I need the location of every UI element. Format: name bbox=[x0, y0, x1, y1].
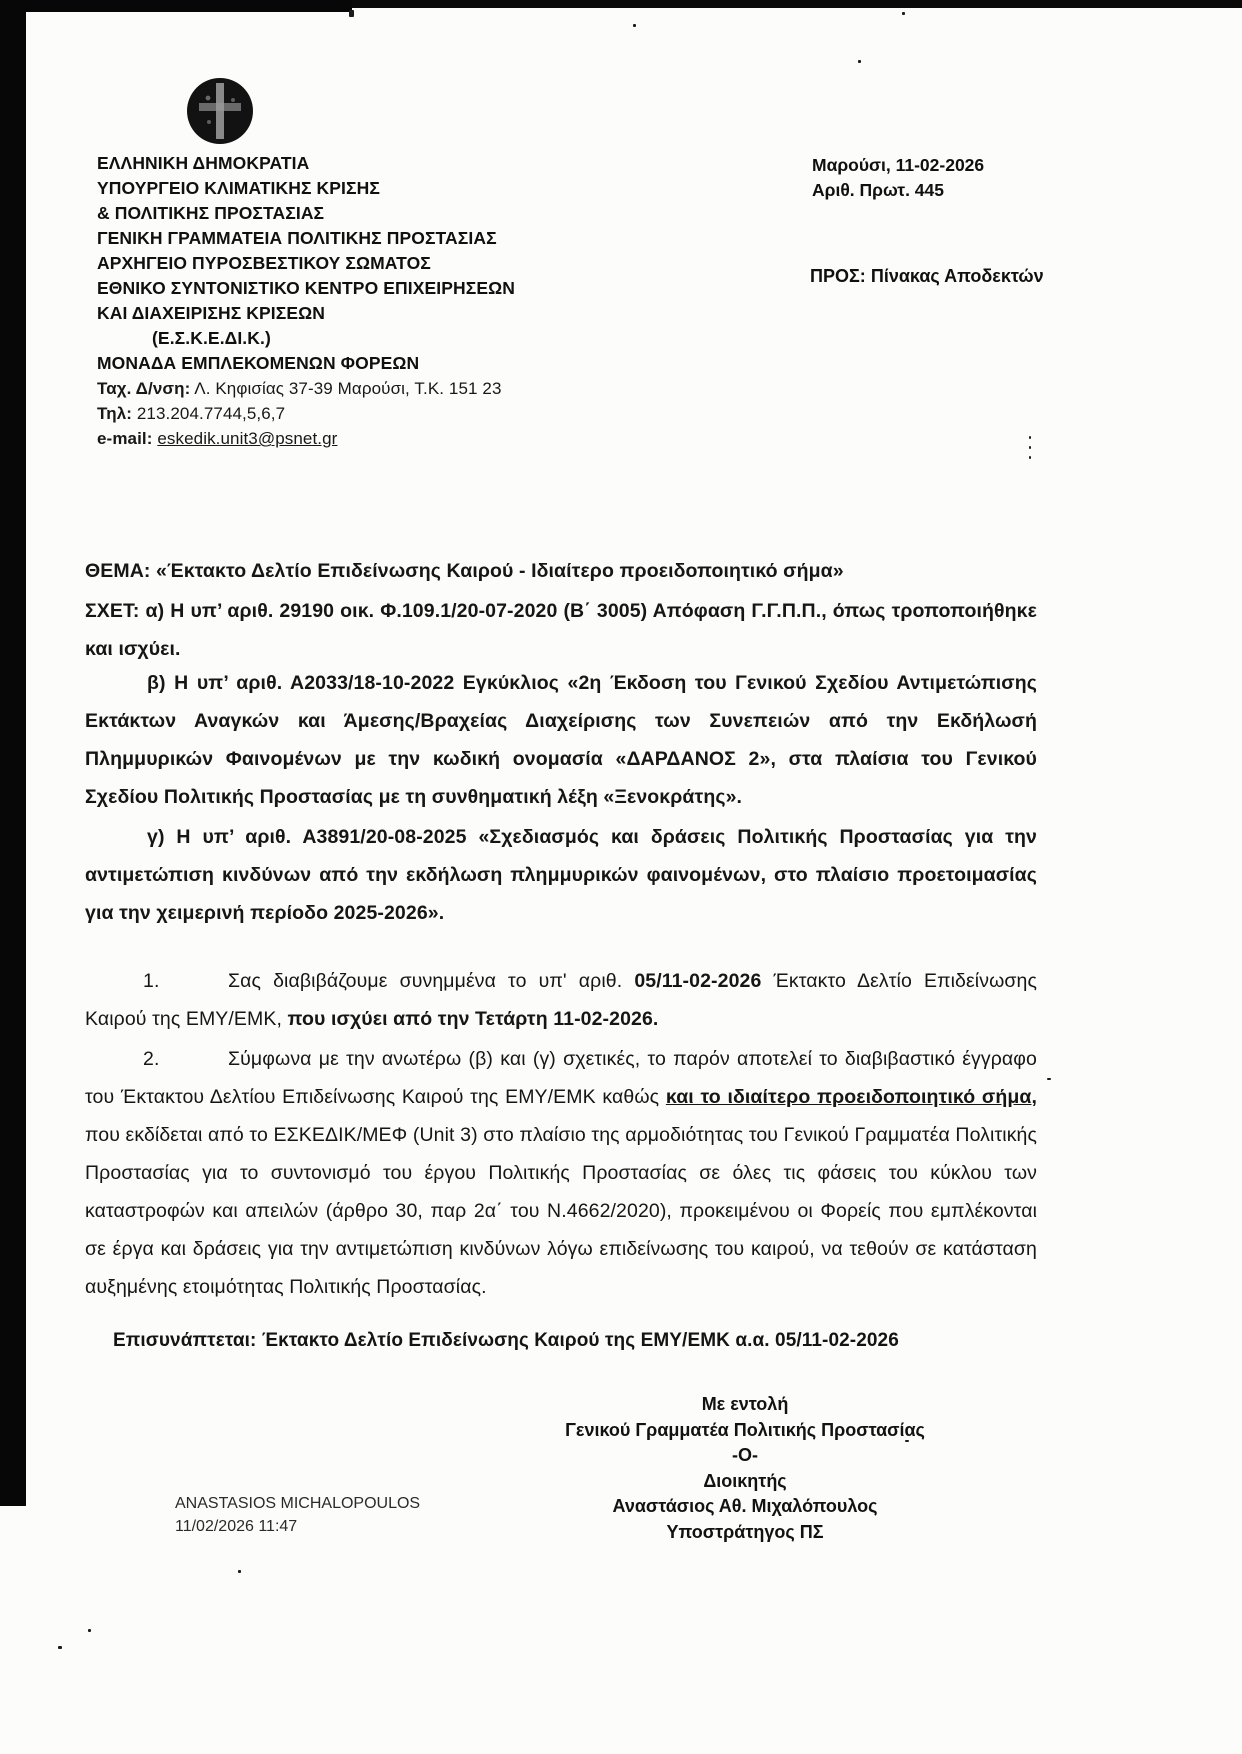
reference-a: ΣΧΕΤ: α) Η υπ’ αριθ. 29190 οικ. Φ.109.1/20-07-2020 (Β΄ 3005) Απόφαση Γ.Γ.Π.Π., όπως τροποποιήθηκε και ισχύει. bbox=[85, 600, 1037, 660]
org-line-ministry-2: & ΠΟΛΙΤΙΚΗΣ ΠΡΟΣΤΑΣΙΑΣ bbox=[97, 203, 325, 223]
address-line bbox=[97, 376, 515, 401]
hellenic-republic-emblem-icon bbox=[186, 76, 254, 146]
sender-block bbox=[97, 151, 515, 451]
signature-the: -Ο- bbox=[732, 1445, 758, 1465]
org-line-eskedik: (Ε.Σ.Κ.Ε.ΔΙ.Κ.) bbox=[152, 328, 271, 348]
signature-rank: Υποστράτηγος ΠΣ bbox=[666, 1521, 824, 1542]
email-value: eskedik.unit3@psnet.gr bbox=[157, 429, 338, 448]
body-paragraph-2-number: 2. bbox=[143, 1048, 160, 1070]
digital-signature-name: ANASTASIOS MICHALOPOULOS bbox=[175, 1495, 421, 1512]
org-line-crisis-management: ΚΑΙ ΔΙΑΧΕΙΡΙΣΗΣ ΚΡΙΣΕΩΝ bbox=[97, 303, 325, 323]
recipient-value: Πίνακας Αποδεκτών bbox=[870, 266, 1044, 286]
digital-signature-datetime: 11/02/2026 11:47 bbox=[175, 1518, 298, 1535]
scan-speck bbox=[58, 1646, 62, 1649]
scan-speck bbox=[349, 10, 354, 17]
org-line-unit: ΜΟΝΑΔΑ ΕΜΠΛΕΚΟΜΕΝΩΝ ΦΟΡΕΩΝ bbox=[97, 353, 420, 373]
address-value: Λ. Κηφισίας 37-39 Μαρούσι, Τ.Κ. 151 23 bbox=[194, 379, 502, 398]
digital-signature-block bbox=[175, 1492, 420, 1538]
phone-line bbox=[97, 401, 515, 426]
signature-block bbox=[465, 1392, 1025, 1545]
body-paragraph-1-number: 1. bbox=[143, 970, 160, 992]
body-paragraph-1-text: Σας διαβιβάζουμε συνημμένα το υπ' αριθ. 05/11-02-2026 Έκτακτο Δελτίο Επιδείνωσης Καιρού της ΕΜΥ/ΕΜΚ, που ισχύει από την Τετάρτη 11-02-2026. bbox=[85, 970, 1037, 1030]
address-label: Ταχ. Δ/νση: bbox=[97, 379, 191, 398]
recipient-line bbox=[810, 266, 1044, 287]
scan-edge-top-thick bbox=[0, 0, 352, 12]
reference-c: γ) Η υπ’ αριθ. Α3891/20-08-2025 «Σχεδιασμός και δράσεις Πολιτικής Προστασίας για την αντιμετώπιση κινδύνων από την εκδήλωση πλημμυρικών φαινομένων, στο πλαίσιο προετοιμασίας για την χειμερινή περίοδο 2025-2026». bbox=[85, 826, 1037, 924]
signature-by-order: Με εντολή bbox=[701, 1394, 789, 1414]
signature-title: Διοικητής bbox=[703, 1470, 787, 1491]
scan-speck bbox=[633, 24, 636, 27]
scan-speck bbox=[238, 1570, 241, 1573]
org-line-coordination-center: ΕΘΝΙΚΟ ΣΥΝΤΟΝΙΣΤΙΚΟ ΚΕΝΤΡΟ ΕΠΙΧΕΙΡΗΣΕΩΝ bbox=[97, 278, 515, 298]
attachment-note: Επισυνάπτεται: Έκτακτο Δελτίο Επιδείνωσης Καιρού της ΕΜΥ/ΕΜΚ α.α. 05/11-02-2026 bbox=[113, 1330, 899, 1351]
recipient-label: ΠΡΟΣ: bbox=[810, 266, 866, 286]
scan-speck bbox=[905, 1440, 909, 1442]
scan-speck bbox=[858, 60, 861, 63]
signature-name: Αναστάσιος Αθ. Μιχαλόπουλος bbox=[612, 1496, 878, 1516]
body-paragraph-2-text: Σύμφωνα με την ανωτέρω (β) και (γ) σχετικές, το παρόν αποτελεί το διαβιβαστικό έγγραφο του Έκτακτου Δελτίου Επιδείνωσης Καιρού της ΕΜΥ/ΕΜΚ καθώς και το ιδιαίτερο προειδοποιητικό σήμα, που εκδίδεται από το ΕΣΚΕΔΙΚ/ΜΕΦ (Unit 3) στο πλαίσιο της αρμοδιότητας του Γενικού Γραμματέα Πολιτικής Προστασίας για το συντονισμό του έργου Πολιτικής Προστασίας σε όλες τις φάσεις του κύκλου των καταστροφών και απειλών (άρθρο 30, παρ 2α΄ του Ν.4662/2020), προκειμένου οι Φορείς που εμπλέκονται σε έργα και δράσεις για την αντιμετώπιση κινδύνων λόγω επιδείνωσης του καιρού, να τεθούν σε κατάσταση αυξημένης ετοιμότητας Πολιτικής Προστασίας. bbox=[85, 1048, 1037, 1298]
subject-line: ΘΕΜΑ: «Έκτακτο Δελτίο Επιδείνωσης Καιρού - Ιδιαίτερο προειδοποιητικό σήμα» bbox=[85, 560, 844, 582]
email-label: e-mail: bbox=[97, 429, 153, 448]
org-line-ministry: ΥΠΟΥΡΓΕΙΟ ΚΛΙΜΑΤΙΚΗΣ ΚΡΙΣΗΣ bbox=[97, 178, 380, 198]
org-line-secretariat: ΓΕΝΙΚΗ ΓΡΑΜΜΑΤΕΙΑ ΠΟΛΙΤΙΚΗΣ ΠΡΟΣΤΑΣΙΑΣ bbox=[97, 228, 497, 248]
org-line-republic: ΕΛΛΗΝΙΚΗ ΔΗΜΟΚΡΑΤΙΑ bbox=[97, 153, 310, 173]
scan-speck bbox=[902, 12, 905, 15]
email-line bbox=[97, 426, 515, 451]
scan-edge-left bbox=[0, 0, 26, 1506]
scan-speck bbox=[88, 1629, 91, 1632]
scan-speck bbox=[1029, 456, 1031, 459]
phone-value: 213.204.7744,5,6,7 bbox=[136, 404, 286, 423]
scan-speck bbox=[1029, 446, 1031, 449]
date-protocol-block bbox=[812, 153, 984, 203]
body-paragraph-2 bbox=[85, 1040, 1037, 1306]
phone-label: Τηλ: bbox=[97, 404, 133, 423]
place-date: Μαρούσι, 11-02-2026 bbox=[812, 155, 985, 175]
body-paragraph-1 bbox=[85, 962, 1037, 1038]
protocol-number: Αριθ. Πρωτ. 445 bbox=[812, 180, 945, 200]
reference-b: β) Η υπ’ αριθ. Α2033/18-10-2022 Εγκύκλιος «2η Έκδοση του Γενικού Σχεδίου Αντιμετώπισης Εκτάκτων Αναγκών και Άμεσης/Βραχείας Διαχείρισης των Συνεπειών από την Εκδήλωσή Πλημμυρικών Φαινομένων με την κωδική ονομασία «ΔΑΡΔΑΝΟΣ 2», στα πλαίσια του Γενικού Σχεδίου Πολιτικής Προστασίας με τη συνθηματική λέξη «Ξενοκράτης». bbox=[85, 672, 1037, 808]
org-line-fire-corps: ΑΡΧΗΓΕΙΟ ΠΥΡΟΣΒΕΣΤΙΚΟΥ ΣΩΜΑΤΟΣ bbox=[97, 253, 431, 273]
signature-authority: Γενικού Γραμματέα Πολιτικής Προστασίας bbox=[565, 1419, 925, 1440]
scan-speck bbox=[1029, 436, 1031, 439]
scan-speck bbox=[1047, 1078, 1051, 1080]
